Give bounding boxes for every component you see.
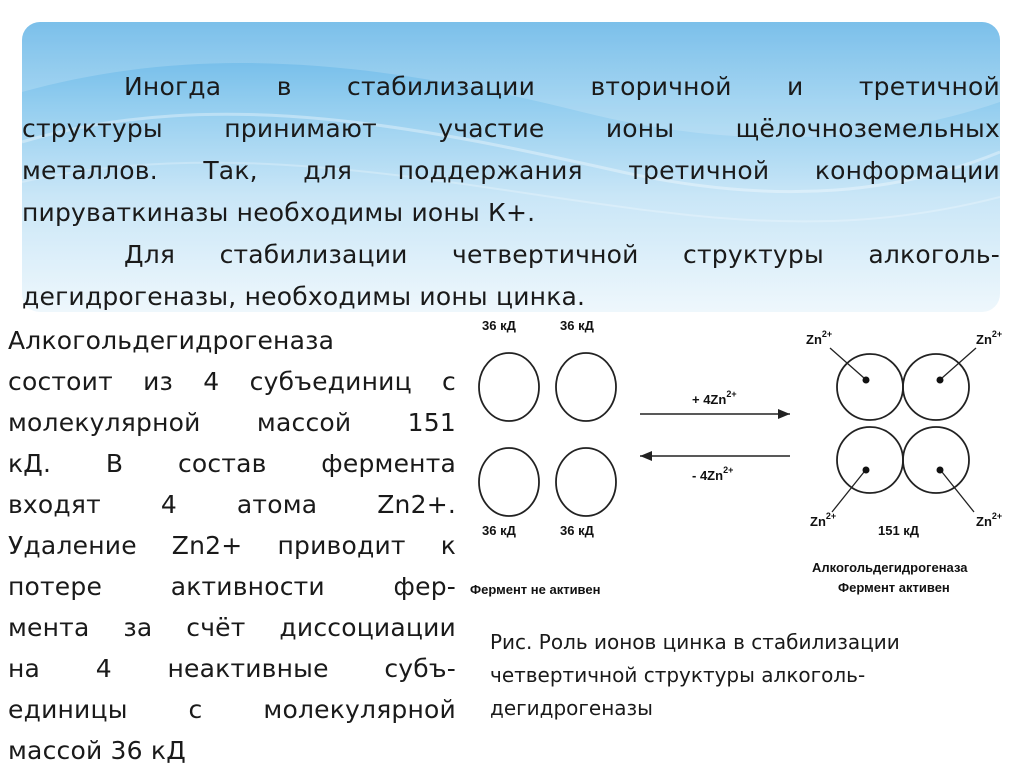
side-line: массой 36 кД <box>8 736 186 765</box>
side-line: состоит из 4 субъединиц с <box>8 367 456 396</box>
zinc-pointer <box>942 348 976 378</box>
subunit-circle <box>556 448 616 516</box>
caption-line: Рис. Роль ионов цинка в стабилизации <box>490 630 900 654</box>
active-mass-label: 151 кД <box>878 523 920 538</box>
paragraph-stabilization-ions <box>22 66 1000 234</box>
side-line: на 4 неактивные субъ- <box>8 654 456 683</box>
subunit-circle <box>903 427 969 493</box>
subunit-circle <box>479 448 539 516</box>
subunit-mass-label: 36 кД <box>482 523 516 538</box>
side-line: потере активности фер- <box>8 572 456 601</box>
reverse-arrow-label: - $4Zn^{2+}$ <box>692 465 734 483</box>
zinc-diagram <box>460 312 1020 624</box>
reverse-arrowhead <box>640 451 652 461</box>
side-line: Алкогольдегидрогеназа <box>8 326 335 355</box>
active-caption: Фермент активен <box>838 580 950 595</box>
subunit-mass-label: 36 кД <box>482 318 516 333</box>
zinc-pointer <box>830 348 864 378</box>
subunit-circle <box>556 353 616 421</box>
subunit-circle <box>903 354 969 420</box>
figure-caption <box>490 626 1010 725</box>
paragraph-line: металлов. Так, для поддержания третичной конформации <box>22 156 1000 185</box>
inactive-subunits <box>470 318 616 597</box>
side-line: Удаление Zn2+ приводит к <box>8 531 456 560</box>
paragraph-line: структуры принимают участие ионы щёлочноземельных <box>22 114 1000 143</box>
caption-line: четвертичной структуры алкоголь- <box>490 663 866 687</box>
inactive-caption: Фермент не активен <box>470 582 601 597</box>
equilibrium-arrows <box>640 389 790 483</box>
side-line: мента за счёт диссоциации <box>8 613 456 642</box>
zinc-label: $Zn^{2+}$ <box>810 511 837 529</box>
paragraph-line: Иногда в стабилизации вторичной и третичной <box>124 72 1000 101</box>
zinc-label: $Zn^{2+}$ <box>806 329 833 347</box>
active-tetramer <box>806 329 1002 595</box>
forward-arrow-label: + $4Zn^{2+}$ <box>692 389 737 407</box>
zinc-label: $Zn^{2+}$ <box>976 511 1003 529</box>
zinc-label: $Zn^{2+}$ <box>976 329 1003 347</box>
paragraph-line: дегидрогеназы, необходимы ионы цинка. <box>22 282 586 311</box>
active-enzyme-title: Алкогольдегидрогеназа <box>812 560 968 575</box>
subunit-circle <box>479 353 539 421</box>
caption-line: дегидрогеназы <box>490 696 653 720</box>
paragraph-line: Для стабилизации четвертичной структуры алкоголь- <box>124 240 1000 269</box>
subunit-circle <box>837 354 903 420</box>
subunit-mass-label: 36 кД <box>560 523 594 538</box>
side-line: молекулярной массой 151 <box>8 408 456 437</box>
side-line: единицы с молекулярной <box>8 695 456 724</box>
subunit-circle <box>837 427 903 493</box>
paragraph-line: пируваткиназы необходимы ионы К+. <box>22 198 536 227</box>
paragraph-quaternary-zinc <box>22 234 1000 318</box>
side-line: кД. В состав фермента <box>8 449 456 478</box>
subunit-mass-label: 36 кД <box>560 318 594 333</box>
forward-arrowhead <box>778 409 790 419</box>
side-description <box>8 320 456 771</box>
side-line: входят 4 атома Zn2+. <box>8 490 456 519</box>
